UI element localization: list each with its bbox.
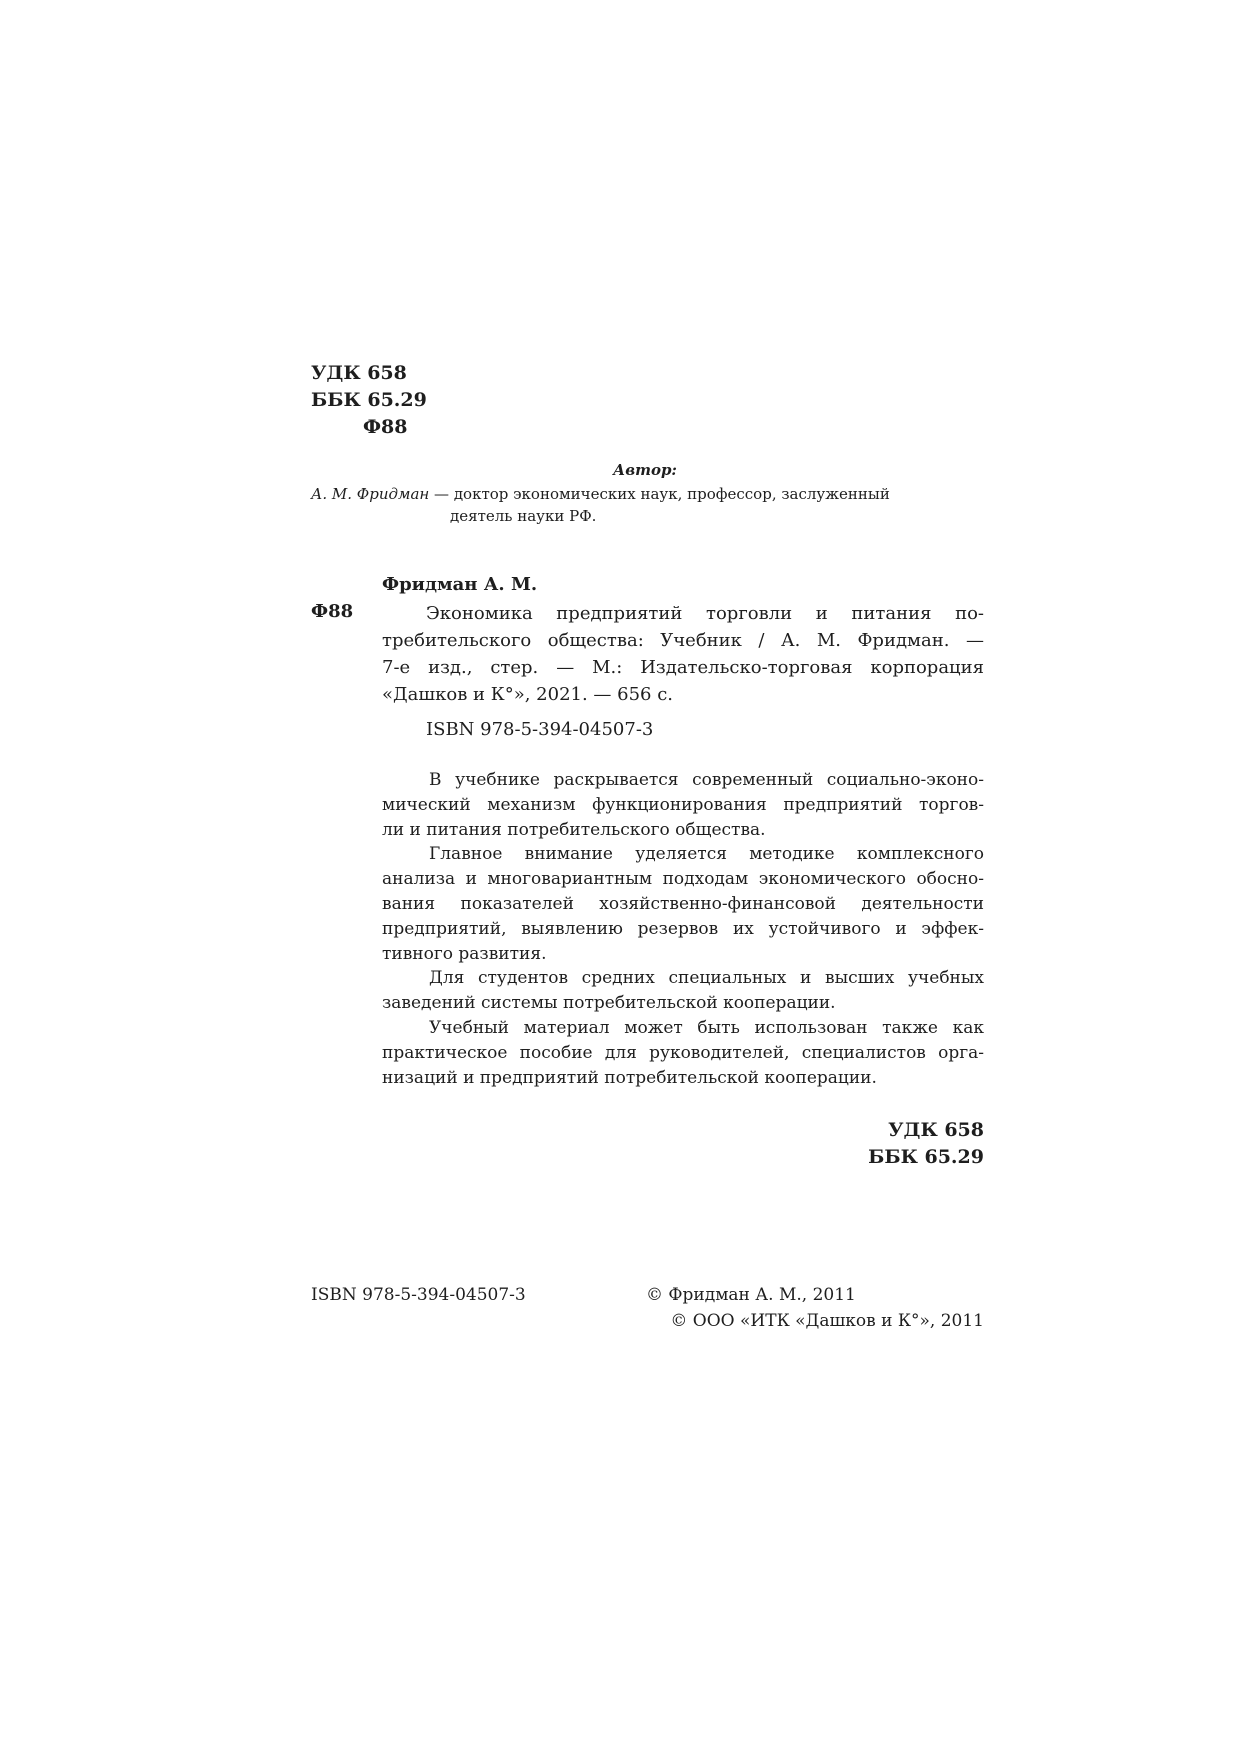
udk-code: УДК 658 [311,362,407,384]
bbk-code-bottom: ББК 65.29 [868,1146,984,1168]
annotation-line: мический механизм функционирования предприятий торгов- [382,794,984,815]
annotation-line: Учебный материал может быть использован также как [429,1017,984,1038]
annotation-line: Для студентов средних специальных и высших учебных [429,968,984,989]
bib-line: «Дашков и К°», 2021. — 656 с. [382,684,674,705]
annotation-line: анализа и многовариантным подходам экономического обосно- [382,869,984,890]
annotation-line: заведений системы потребительской кооперации. [382,993,836,1014]
copyright-publisher: © ООО «ИТК «Дашков и К°», 2011 [670,1311,984,1331]
annotation-line: вания показателей хозяйственно-финансовой деятельности [382,893,984,914]
copyright-author: © Фридман А. М., 2011 [646,1285,856,1305]
annotation-line: Главное внимание уделяется методике комплексного [429,844,984,865]
annotation-line: низаций и предприятий потребительской кооперации. [382,1067,877,1088]
footer-isbn: ISBN 978-5-394-04507-3 [311,1285,526,1305]
annotation-line: практическое пособие для руководителей, специалистов орга- [382,1042,984,1063]
annotation [382,768,984,1090]
bib-line: Экономика предприятий торговли и питания по- [426,603,984,624]
annotation-line: В учебнике раскрывается современный социально-эконо- [429,770,984,790]
annotation-line: предприятий, выявлению резервов их устойчивого и эффек- [382,918,984,939]
bib-line: 7-е изд., стер. — М.: Издательско-торговая корпорация [382,657,984,678]
author-line-2: деятель науки РФ. [450,507,597,525]
bib-isbn: ISBN 978-5-394-04507-3 [426,719,654,740]
author-line-1 [311,483,890,505]
author-heading: Автор: [613,461,677,479]
bib-cutter: Ф88 [311,601,354,622]
bbk-code: ББК 65.29 [311,389,427,411]
bib-author: Фридман А. М. [382,574,538,595]
author-name: А. М. Фридман [311,485,430,503]
cutter-code: Ф88 [363,416,408,438]
author-description: — доктор экономических наук, профессор, заслуженный [429,485,890,503]
bib-line: требительского общества: Учебник / А. М. Фридман. — [382,630,984,651]
bib-description [382,600,984,708]
udk-code-bottom: УДК 658 [888,1119,984,1141]
annotation-line: тивного развития. [382,943,547,964]
annotation-line: ли и питания потребительского общества. [382,819,766,840]
